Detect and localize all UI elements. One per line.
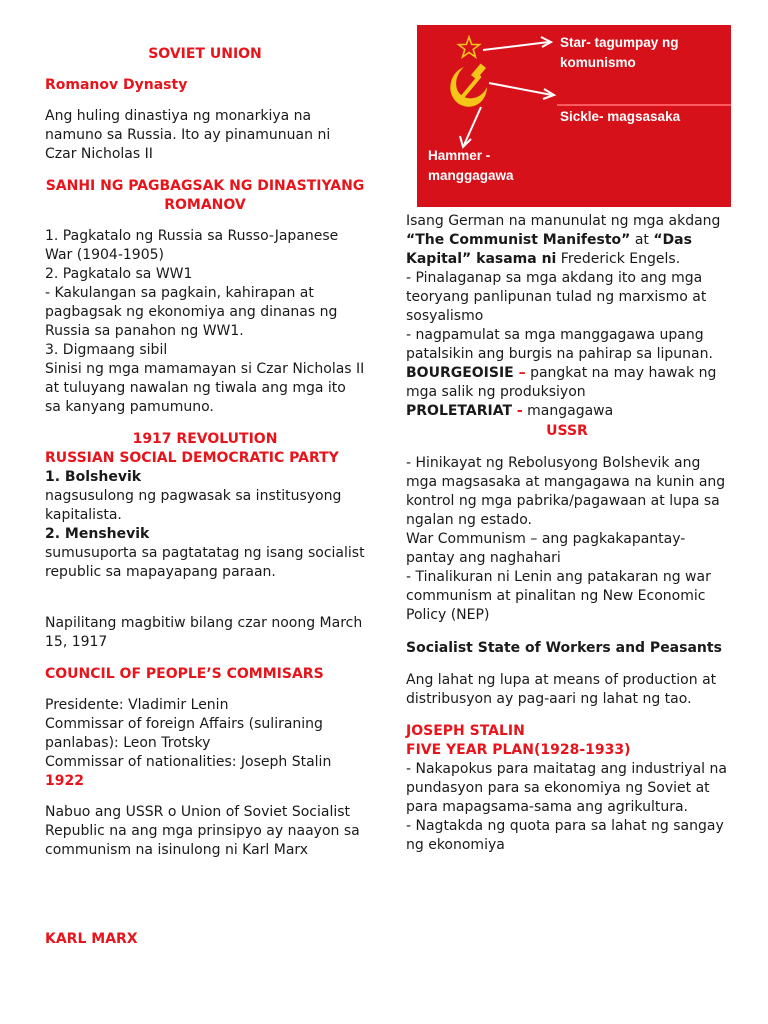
karl-marx-heading: KARL MARX	[45, 931, 138, 947]
marx-intro-engels: Frederick Engels.	[556, 251, 681, 267]
marx-point-2: - nagpamulat sa mga manggagawa upang patalsikin ang burgis na pahirap sa lipunan.	[406, 327, 713, 362]
ussr-heading: USSR	[546, 423, 588, 439]
bourgeoisie-definition	[406, 364, 728, 402]
bolshevik-label: 1. Bolshevik	[45, 469, 142, 485]
star-icon	[459, 37, 480, 57]
sanhi-item-1: 1. Pagkatalo ng Russia sa Russo-Japanese War (1904-1905)	[45, 228, 339, 263]
council-nationalities: Commissar of nationalities: Joseph Stalin	[45, 754, 332, 770]
five-year-point-1: - Nakapokus para maitatag ang industriyal na pundasyon para sa ekonomiya ng Soviet at para mapagsama-sama ang agrikultura.	[406, 761, 727, 815]
marx-point-1: - Pinalaganap sa mga akdang ito ang mga teoryang panlipunan tulad ng marxismo at sosyalismo	[406, 270, 707, 324]
ussr-formed-text: Nabuo ang USSR o Union of Soviet Socialist Republic na ang mga prinsipyo ay naayon sa communism na isinulong ni Karl Marx	[45, 804, 360, 858]
socialist-heading: Socialist State of Workers and Peasants	[406, 640, 722, 656]
stalin-heading: JOSEPH STALIN	[406, 723, 525, 739]
bourgeoisie-term: BOURGEOISIE	[406, 365, 514, 381]
council-president: Presidente: Vladimir Lenin	[45, 697, 229, 713]
council-heading: COUNCIL OF PEOPLE’S COMMISARS	[45, 666, 324, 682]
sanhi-heading: SANHI NG PAGBAGSAK NG DINASTIYANG ROMANOV	[45, 178, 365, 213]
hammer-label: Hammer - manggagawa	[428, 148, 514, 183]
ussr-point-2: - Tinalikuran ni Lenin ang patakaran ng war communism at pinalitan ng New Economic Policy (NEP)	[406, 569, 711, 623]
proletariat-def: mangagawa	[522, 403, 614, 419]
bourgeoisie-def: pangkat na may hawak ng mga salik ng produksiyon	[406, 365, 717, 400]
proletariat-term: PROLETARIAT	[406, 403, 513, 419]
sanhi-item-2-detail: - Kakulangan sa pagkain, kahirapan at pagbagsak ng ekonomiya ang dinanas ng Russia sa panahon ng WW1.	[45, 285, 338, 339]
divider-line	[557, 104, 731, 106]
five-year-point-2: - Nagtakda ng quota para sa lahat ng sangay ng ekonomiya	[406, 818, 724, 853]
proletariat-dash: -	[512, 403, 523, 419]
ussr-point-1: - Hinikayat ng Rebolusyong Bolshevik ang mga magsasaka at mangagawa na kunin ang kontrol ng mga pabrika/pagawaan at lupa sa ngalan ng estado.	[406, 455, 726, 528]
five-year-heading: FIVE YEAR PLAN(1928-1933)	[406, 742, 631, 758]
star-label: Star- tagumpay ng komunismo	[560, 35, 679, 70]
war-communism: War Communism – ang pagkakapantay-pantay ang naghahari	[406, 531, 686, 566]
sanhi-item-3: 3. Digmaang sibil	[45, 342, 168, 358]
sanhi-item-3-detail: Sinisi ng mga mamamayan si Czar Nicholas II at tuluyang nawalan ng tiwala ang mga ito sa kanyang pamumuno.	[45, 361, 365, 415]
romanov-heading: Romanov Dynasty	[45, 77, 188, 93]
sanhi-item-2: 2. Pagkatalo sa WW1	[45, 266, 193, 282]
menshevik-label: 2. Menshevik	[45, 526, 150, 542]
revolution-heading: 1917 REVOLUTION	[132, 431, 278, 447]
menshevik-text: sumusuporta sa pagtatatag ng isang socialist republic sa mapayapang paraan.	[45, 545, 365, 580]
das-kapital-title: “Das Kapital” kasama ni	[406, 232, 692, 267]
romanov-text: Ang huling dinastiya ng monarkiya na namuno sa Russia. Ito ay pinamunuan ni Czar Nicholas II	[45, 108, 331, 162]
bolshevik-text: nagsusulong ng pagwasak sa institusyong kapitalista.	[45, 488, 342, 523]
marx-intro-text: Isang German na manunulat ng mga akdang	[406, 213, 721, 229]
council-foreign-affairs: Commissar of foreign Affairs (suliraning panlabas): Leon Trotsky	[45, 716, 323, 751]
marx-intro	[406, 212, 728, 269]
left-column	[45, 45, 365, 949]
bourgeoisie-dash: –	[513, 365, 526, 381]
party-heading: RUSSIAN SOCIAL DEMOCRATIC PARTY	[45, 450, 339, 466]
right-column	[406, 212, 728, 855]
sickle-label: Sickle- magsasaka	[560, 109, 681, 124]
abdication-text: Napilitang magbitiw bilang czar noong March 15, 1917	[45, 615, 363, 650]
socialist-text: Ang lahat ng lupa at means of production at distribusyon ay pag-aari ng lahat ng tao.	[406, 672, 717, 707]
marx-intro-at: at	[630, 232, 654, 248]
year-1922: 1922	[45, 773, 84, 789]
page-title: SOVIET UNION	[148, 46, 262, 62]
soviet-symbol-image	[417, 25, 731, 207]
proletariat-definition	[406, 402, 728, 421]
manifesto-title: “The Communist Manifesto”	[406, 232, 631, 248]
